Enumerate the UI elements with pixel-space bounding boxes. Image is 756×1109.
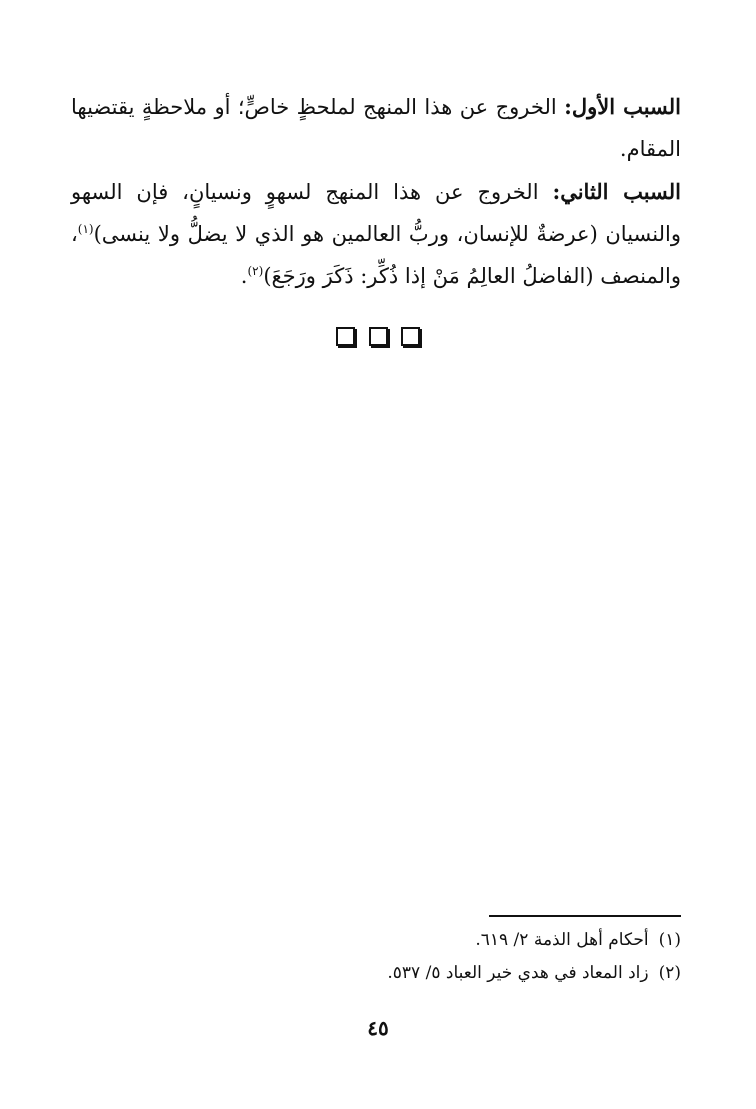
- footnote-ref-1[interactable]: (١): [77, 222, 94, 236]
- footnote-text: زاد المعاد في هدي خير العباد ٥/ ٥٣٧.: [387, 963, 649, 983]
- section-separator: [0, 327, 756, 350]
- footnote-divider: [489, 915, 681, 917]
- square-box-icon: [369, 327, 388, 346]
- footnote-number: (١): [658, 930, 681, 950]
- paragraph-first-reason: [71, 86, 681, 170]
- footnote-number: (٢): [658, 963, 681, 983]
- paragraph-text-second-b: ، والمنصف (الفاضلُ العالِمُ مَنْ إذا ذُكِّر: ذَكَرَ ورَجَعَ): [71, 222, 681, 288]
- square-box-icon: [336, 327, 355, 346]
- paragraph-lead-second: السبب الثاني:: [552, 179, 681, 204]
- footnote-text: أحكام أهل الذمة ٢/ ٦١٩.: [475, 930, 649, 950]
- paragraph-text-second-c: .: [240, 264, 248, 288]
- footnote-ref-2[interactable]: (٢): [247, 264, 264, 278]
- footnote-1: [71, 925, 681, 955]
- page-number: ٤٥: [367, 1016, 389, 1040]
- square-box-icon: [401, 327, 420, 346]
- paragraph-text-second-a: الخروج عن هذا المنهج لسهوٍ ونسيانٍ، فإن السهو والنسيان (عرضةٌ للإنسان، وربُّ العالمين هو الذي لا يضلُّ ولا ينسى): [71, 180, 681, 246]
- paragraph-lead-first: السبب الأول:: [564, 94, 681, 119]
- paragraph-text-first: الخروج عن هذا المنهج لملحظٍ خاصٍّ؛ أو ملاحظةٍ يقتضيها المقام.: [71, 95, 681, 161]
- footnote-2: [71, 958, 681, 988]
- paragraph-second-reason: [71, 171, 681, 297]
